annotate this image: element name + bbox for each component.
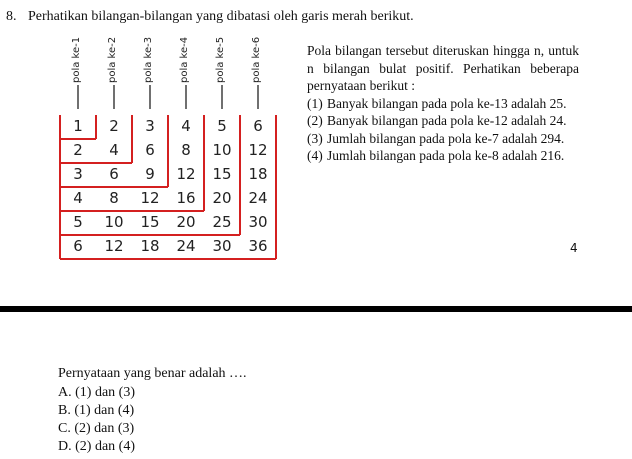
number-pattern-figure: [55, 35, 300, 260]
option-text: (1) dan (4): [74, 403, 135, 418]
statement-number: (3): [307, 130, 323, 146]
option-letter: B.: [58, 403, 71, 418]
grid-cell: 20: [176, 213, 196, 231]
grid-cell: 36: [248, 237, 268, 255]
option-c[interactable]: [58, 420, 135, 438]
grid-cell: 10: [104, 213, 124, 231]
statement-4: [307, 147, 579, 165]
grid-cell: 16: [176, 189, 196, 207]
option-letter: A.: [58, 385, 72, 400]
answer-prompt: Pernyataan yang benar adalah ….: [58, 366, 247, 381]
statement-text: Jumlah bilangan pada pola ke-7 adalah 294.: [327, 130, 565, 146]
description-intro: Pola bilangan tersebut diteruskan hingga n, untuk n bilangan bulat positif. Perhatikan beberapa pernyataan berikut :: [307, 43, 579, 93]
grid-cell: 4: [73, 189, 83, 207]
grid-cell: 15: [212, 165, 232, 183]
pattern-label: pola ke-4: [179, 36, 190, 83]
statement-number: (4): [307, 148, 323, 163]
grid-cell: 18: [248, 165, 268, 183]
option-d[interactable]: [58, 438, 135, 456]
option-a[interactable]: [58, 384, 135, 402]
statement-3: [307, 130, 579, 148]
statement-number: (1): [307, 95, 323, 111]
statement-2: [307, 112, 579, 130]
answer-options: [58, 384, 135, 456]
grid-cell: 12: [104, 237, 124, 255]
statement-text: Jumlah bilangan pada pola ke-8 adalah 216.: [327, 148, 565, 163]
option-text: (2) dan (4): [75, 439, 135, 454]
grid-cell: 10: [212, 141, 232, 159]
grid-cell: 5: [217, 117, 227, 135]
grid-cell: 6: [253, 117, 263, 135]
section-divider: [0, 306, 632, 312]
grid-cell: 4: [181, 117, 191, 135]
question-number: 8.: [6, 9, 17, 24]
grid-cell: 12: [176, 165, 196, 183]
grid-cell: 24: [176, 237, 196, 255]
grid-cell: 4: [109, 141, 119, 159]
statement-1: [307, 95, 579, 113]
option-text: (1) dan (3): [75, 385, 135, 400]
grid-cell: 24: [248, 189, 268, 207]
grid-cell: 5: [73, 213, 83, 231]
grid-cell: 8: [181, 141, 191, 159]
grid-cell: 30: [248, 213, 268, 231]
grid-cell: 3: [73, 165, 83, 183]
grid-cell: 6: [145, 141, 155, 159]
pattern-label: pola ke-6: [251, 36, 262, 83]
statement-text: Banyak bilangan pada pola ke-13 adalah 25.: [327, 95, 567, 111]
statement-number: (2): [307, 113, 323, 128]
statement-text: Banyak bilangan pada pola ke-12 adalah 24.: [327, 113, 567, 128]
option-letter: D.: [58, 439, 72, 454]
grid-cell: 12: [248, 141, 268, 159]
pattern-label: pola ke-5: [215, 36, 226, 83]
grid-cell: 12: [140, 189, 160, 207]
option-b[interactable]: [58, 402, 135, 420]
question-text: Perhatikan bilangan-bilangan yang dibatasi oleh garis merah berikut.: [28, 9, 414, 24]
grid-cell: 9: [145, 165, 155, 183]
page-number: 4: [570, 241, 578, 255]
pattern-label: pola ke-2: [107, 36, 118, 83]
grid-cell: 18: [140, 237, 160, 255]
grid-cell: 25: [212, 213, 232, 231]
grid-cell: 15: [140, 213, 160, 231]
grid-cell: 3: [145, 117, 155, 135]
pattern-description: [307, 42, 579, 165]
grid-cell: 6: [109, 165, 119, 183]
pattern-label: pola ke-3: [143, 36, 154, 83]
pattern-label: pola ke-1: [71, 36, 82, 83]
grid-cell: 30: [212, 237, 232, 255]
grid-cell: 1: [73, 117, 83, 135]
grid-cell: 2: [109, 117, 119, 135]
grid-cell: 2: [73, 141, 83, 159]
option-text: (2) dan (3): [74, 421, 135, 436]
grid-cell: 6: [73, 237, 83, 255]
option-letter: C.: [58, 421, 71, 436]
grid-cell: 8: [109, 189, 119, 207]
grid-cell: 20: [212, 189, 232, 207]
